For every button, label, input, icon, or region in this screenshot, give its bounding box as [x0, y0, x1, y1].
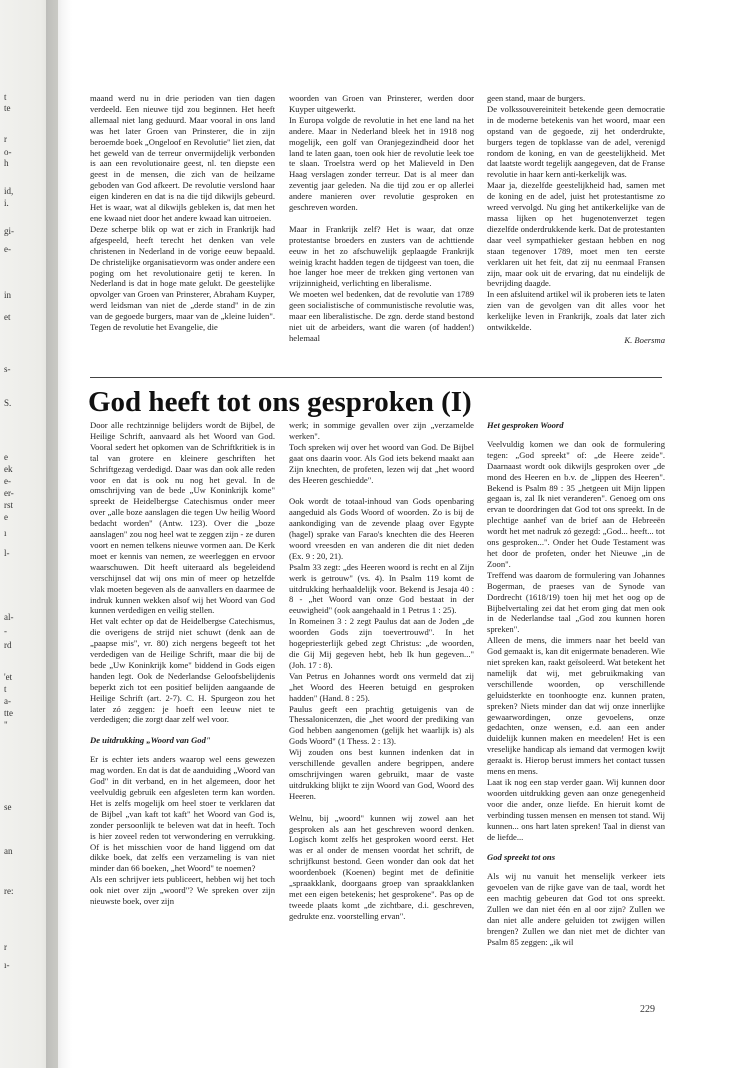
paragraph: Psalm 33 zegt: „des Heeren woord is recht en al Zijn werk is getrouw" (vs. 4). In Psalm 119 komt de uitdrukking herhaaldelijk voor. Bekend is Jesaja 40 : 8 - „het Woord van onze God bestaat in der eeuwigheid" (ook aangehaald in 1 Petrus 1 : 25).: [289, 561, 474, 616]
margin-text-fragment: t: [4, 92, 7, 102]
paragraph: Deze scherpe blik op wat er zich in Frankrijk had afgespeeld, heeft terecht het denken van vele christenen in Nederland in de vorige eeuw bepaald. De christelijke organisatievorm was onder andere een poging om het revolutionaire getij te keren. In Nederland is dat in hoge mate gelukt. De geestelijke opvolger van Groen van Prinsterer, Abraham Kuyper, werd leidsman van niet de „derde stand" in de zin van de gegoede burgers, maar van de „kleine luiden". Tegen de revolutie het Evangelie, die: [90, 223, 275, 333]
margin-text-fragment: in: [4, 290, 12, 300]
paragraph: Maar ja, diezelfde geestelijkheid had, samen met de koning en de adel, juist het protestantisme zo wreed vervolgd. Nu ging het antikerkelijke van de massa lijken op het hugenotenverzet tegen diezelfde onderdrukkende kerk. Dat de protestanten daar veel sympathieker gestaan hebben en nog staan tegenover 1789, moet men ten eerste verklaren uit het feit, dat zij nu eenmaal Fransen zijn, maar ook uit de ervaring, dat nu eindelijk de bevrijding daagde.: [487, 180, 665, 289]
margin-text-fragment: e: [4, 452, 8, 462]
section-heading: Het gesproken Woord: [487, 420, 564, 430]
paragraph: Als een schrijver iets publiceert, hebben wij het toch ook niet over zijn „woord"? We spreken over zijn nieuwste boek, over zijn: [90, 874, 275, 907]
paragraph: Ook wordt de totaal-inhoud van Gods openbaring aangeduid als Gods Woord of woorden. Zo is bij de aankondiging van de zevende plaag over Egypte (hagel) sprake van Farao's knechten die des Heeren woord vreesden en van anderen die dit niet deden (Ex. 9 : 20, 21).: [289, 496, 474, 561]
margin-text-fragment: l-: [4, 548, 10, 558]
article-column-3: [487, 420, 665, 998]
margin-text-fragment: gi-: [4, 226, 14, 236]
paragraph: Veelvuldig komen we dan ook de formulering tegen: „God spreekt" of: „de Heere zeide". Daarnaast wordt ook dikwijls gesproken over „de mond des Heeren en b.v. de „lippen des Heeren". Bekend is Psalm 89 : 35 „hetgeen uit Mijn lippen gegaan is, zal Ik niet veranderen". Genoeg om ons ervan te doordringen dat God tot ons spreekt. In de plechtige aanhef van de brief aan de Hebreeën wordt het met nadruk zó gezegd: „God... heeft... tot ons gesproken...". Onder het Oude Testament was het door de profeten, onder het Nieuwe „in de Zoon".: [487, 438, 665, 569]
margin-text-fragment: t: [4, 684, 7, 694]
paragraph: In een afsluitend artikel wil ik proberen iets te laten zien van de gevolgen van dit alles voor het kerkelijke leven in Frankrijk, zoals dat later zich ontwikkelde.: [487, 289, 665, 333]
paragraph: Alleen de mens, die immers naar het beeld van God gemaakt is, kan dit enigermate benaderen. Wie niet spreken kan, raakt geïsoleerd. Wat betekent het namelijk dat wij, met gebruikmaking van verschillende woorden, op verschillende geluidsterkte en toonhoogte enz. kunnen praten, spreken? Niets minder dan dat wij onze innerlijke gewaarwordingen, onze gevoelens, onze gedachten, onze wensen, e.d. aan een ander duidelijk kunnen maken en meedelen! Het is een vreselijke handicap als iemand dat vermogen kwijt geraakt is. Hierop berust immers het contact tussen mens en mens.: [487, 635, 665, 777]
article-column-2: [289, 420, 474, 998]
margin-text-fragment: -: [4, 626, 7, 636]
margin-text-fragment: r: [4, 942, 7, 952]
paragraph: Toch spreken wij over het woord van God. De Bijbel gaat ons daarin voor. Als God iets bekend maakt aan Zijn knechten, de profeten, lezen wij dat „het woord des Heeren geschiedde".: [289, 441, 474, 485]
margin-text-fragment: ek: [4, 464, 13, 474]
top-column-3: [487, 93, 665, 365]
section-heading: De uitdrukking „Woord van God": [90, 735, 211, 746]
margin-text-fragment: r: [4, 134, 7, 144]
margin-text-fragment: e-: [4, 244, 11, 254]
margin-text-fragment: tte: [4, 708, 13, 718]
paragraph: geen stand, maar de burgers.: [487, 93, 586, 103]
margin-text-fragment: an: [4, 846, 13, 856]
paragraph: Door alle rechtzinnige belijders wordt de Bijbel, de Heilige Schrift, aanvaard als het Woord van God. Vooral sedert het opkomen van de Schriftkritiek is in tal van grotere en kleinere geschriften het Schriftgezag verdedigd. Daar was dan ook alle reden voor en dat is ook nu nog het geval. In de omschrijving van de bede „Uw Koninkrijk kome" spreekt de Heidelbergse Catechismus onder meer over „alle boze aanslagen die tegen Uw heilig Woord bedacht worden" (Antw. 123). Over die „boze aanslagen" zou nog heel wat te zeggen zijn - ze duren voort en nemen telkens nieuwe vormen aan. De Kerk moet er kennis van nemen, ze weerleggen en ervoor waarschuwen. Dit heeft uiteraard als begeleidend verschijnsel dat wij ons min of meer op hetzelfde vlak moeten begeven als de aanvallers en daarmee de indruk kunnen wekken alsof wij het Woord van God kunnen verdedigen en veilig stellen.: [90, 420, 275, 616]
article-column-1: [90, 420, 275, 998]
paragraph: woorden van Groen van Prinsterer, werden door Kuyper uitgewerkt.: [289, 93, 474, 114]
paragraph: Maar in Frankrijk zelf? Het is waar, dat onze protestantse broeders en zusters van de achttiende eeuw in het zo afschuwelijk geplaagde Frankrijk weinig kracht hadden tegen de tijdgeest van toen, die hoe langer hoe meer de trekken ging vertonen van vrijzinnigheid, verlichting en liberalisme.: [289, 223, 474, 289]
margin-text-fragment: ı: [4, 528, 7, 538]
margin-text-fragment: i.: [4, 198, 9, 208]
margin-text-fragment: al-: [4, 612, 14, 622]
paragraph: Van Petrus en Johannes wordt ons vermeld dat zij „het Woord des Heeren betuigd en gesproken hadden" (Hand. 8 : 25).: [289, 670, 474, 703]
paragraph: In Europa volgde de revolutie in het ene land na het andere. Maar in Nederland bleek het in 1918 nog mogelijk, een golf van Oranjegezindheid door het land te laten gaan, toen ook hier de revolutie leek toe te slaan. Troelstra werd op het Malieveld in Den Haag verslagen zonder terreur. Dat is al meer dan zeventig jaar geleden. Na die tijd zou er op allerlei andere manieren over revolutie gesproken en geschreven worden.: [289, 114, 474, 213]
book-gutter-shadow: [46, 0, 72, 1068]
author-signature: K. Boersma: [624, 334, 665, 345]
margin-text-fragment: a-: [4, 696, 11, 706]
paragraph: werk; in sommige gevallen over zijn „verzamelde werken".: [289, 420, 474, 441]
margin-text-fragment: et: [4, 312, 11, 322]
page-number: 229: [640, 1004, 655, 1015]
margin-text-fragment: h: [4, 158, 9, 168]
margin-text-fragment: o-: [4, 147, 12, 157]
margin-text-fragment: e: [4, 512, 8, 522]
paragraph: Wij zouden ons best kunnen indenken dat in verschillende gevallen andere begrippen, andere omschrijvingen waren gebruikt, maar de vaste uitdrukking blijkt te zijn Woord van God, Woord des Heeren.: [289, 747, 474, 801]
section-heading: God spreekt tot ons: [487, 852, 556, 863]
section-divider: [90, 377, 662, 378]
margin-text-fragment: se: [4, 802, 12, 812]
margin-text-fragment: te: [4, 103, 11, 113]
margin-text-fragment: ı-: [4, 960, 10, 970]
paragraph: De volkssouvereiniteit betekende geen democratie in de moderne betekenis van het woord, maar een opstand van de gegoede, zij het onderdrukte, burgers tegen de topklasse van de adel, verenigd rondom de koning, en van de geestelijkheid. Met dat laatste wordt tegelijk aangegeven, dat de Franse revolutie in haar kern anti-kerkelijk was.: [487, 103, 665, 180]
margin-text-fragment: er-: [4, 488, 14, 498]
margin-text-fragment: rd: [4, 640, 12, 650]
margin-text-fragment: id,: [4, 186, 14, 196]
paragraph: In Romeinen 3 : 2 zegt Paulus dat aan de Joden „de woorden Gods zijn toevertrouwd". In het hogepriesterlijk gebed zegt Christus: „de woorden, die Gij Mij gegeven hebt, heb Ik hun gegeven..." (Joh. 17 : 8).: [289, 616, 474, 670]
margin-text-fragment: ": [4, 720, 8, 730]
paragraph: Als wij nu vanuit het menselijk verkeer iets gevoelen van de rijke gave van de taal, wordt het een machtig gebeuren dat God tot ons spreekt. Zullen we dan niet één en al oor zijn? Zullen we dan niet alle andere geluiden tot zwijgen willen brengen? Zullen we dan niet met de dichter van Psalm 85 zeggen: „ik wil: [487, 871, 665, 947]
margin-text-fragment: re:: [4, 886, 14, 896]
top-column-1: [90, 93, 275, 363]
margin-text-fragment: S.: [4, 398, 12, 408]
paragraph: Er is echter iets anders waarop wel eens gewezen mag worden. En dat is dat de aanduiding „Woord van God" in dit verband, en in het algemeen, door het veelvuldig gebruik een afgesleten term kan worden. Het is zelfs mogelijk om heel stoer te verklaren dat de Bijbel „van kaft tot kaft" het Woord van God is, zonder persoonlijk te beleven wat dat in heeft. Toch is hier zoveel reden tot verwondering en verrukking. Of is het misschien voor de hand liggend om dat dikke boek, dat zelfs een verzameling is van niet minder dan 66 boeken, „het Woord" te noemen?: [90, 754, 275, 874]
margin-text-fragment: rst: [4, 500, 13, 510]
paragraph: Paulus geeft een prachtig getuigenis van de Thessalonicenzen, die „het woord der prediking van God hebben aangenomen (gelijk het waarlijk is) als Gods Woord" (1 Thess. 2 : 13).: [289, 703, 474, 747]
margin-text-fragment: 'et: [4, 672, 13, 682]
paragraph: Laat ik nog een stap verder gaan. Wij kunnen door woorden uitdrukking geven aan onze genegenheid voor die ander, onze liefde. En hieruit komt de verbinding tussen mensen en mensen tot stand. Wij kunnen... ons hart laten spreken! Taal in dienst van de liefde...: [487, 777, 665, 842]
margin-text-fragment: s-: [4, 364, 11, 374]
paragraph: Het valt echter op dat de Heidelbergse Catechismus, die overigens de strijd niet schuwt (denk aan de „paapse mis", vr. 80) zich nergens begeeft tot het verdedigen van de Heilige Schrift, maar die bij de bede „Uw Koninkrijk kome" biddend in Gods eigen handen legt. Ook de Nederlandse Geloofsbelijdenis beperkt zich tot een positief belijden aangaande de Heilige Schrift (art. 2-7). C. H. Spurgeon zou het later zó zeggen: je hoeft een leeuw niet te verdedigen; die zorgt daar zelf wel voor.: [90, 616, 275, 725]
paragraph: We moeten wel bedenken, dat de revolutie van 1789 geen socialistische of communistische revolutie was, maar een liberalistische. De zgn. derde stand bestond niet uit de arbeiders, want die waren (of hadden!) helemaal: [289, 289, 474, 343]
paragraph: maand werd nu in drie perioden van tien dagen verdeeld. Een nieuwe tijd zou beginnen. Het heeft allemaal niet lang geduurd. Maar vooral in ons land was het later Groen van Prinsterer, die in zijn beroemde boek „Ongeloof en Revolutie" liet zien, dat het geweld van de terreur onvermijdelijk verbonden is aan een revolutionaire geest, nl. ten diepste een geest in de mensen, die zich van de heilzame geboden van God afkeert. De revolutie verslond haar eigen kinderen en dat is na die tijd dikwijls gebeurd. Het is waar, wat al dikwijls gebleken is, dat men het ene kwaad niet door het andere kwaad kan uitroeien.: [90, 93, 275, 223]
paragraph: Welnu, bij „woord" kunnen wij zowel aan het gesproken als aan het geschreven woord denken. Logisch komt zelfs het gesproken woord eerst. Het was er al onder de mensen voordat het schrift, de schrijfkunst bestond. Geen wonder dan ook dat het woordenboek (Koenen) begint met de definitie „spraakklank, doorgaans groep van spraakklanken met een eigen betekenis; het gesprokene". Pas op de tweede plaats komt „de zichtbare, d.i. geschreven, gedrukte enz. voorstelling ervan".: [289, 812, 474, 921]
paragraph: Treffend was daarom de formulering van Johannes Bogerman, de praeses van de Synode van Dordrecht (1618/19) toen hij met het oog op de Bijbelvertaling zei dat het erom ging dat men ook in de Nederlandse taal „God zou kunnen horen spreken".: [487, 569, 665, 635]
article-title: God heeft tot ons gesproken (I): [88, 386, 472, 418]
top-column-2: [289, 93, 474, 363]
margin-text-fragment: e-: [4, 476, 11, 486]
